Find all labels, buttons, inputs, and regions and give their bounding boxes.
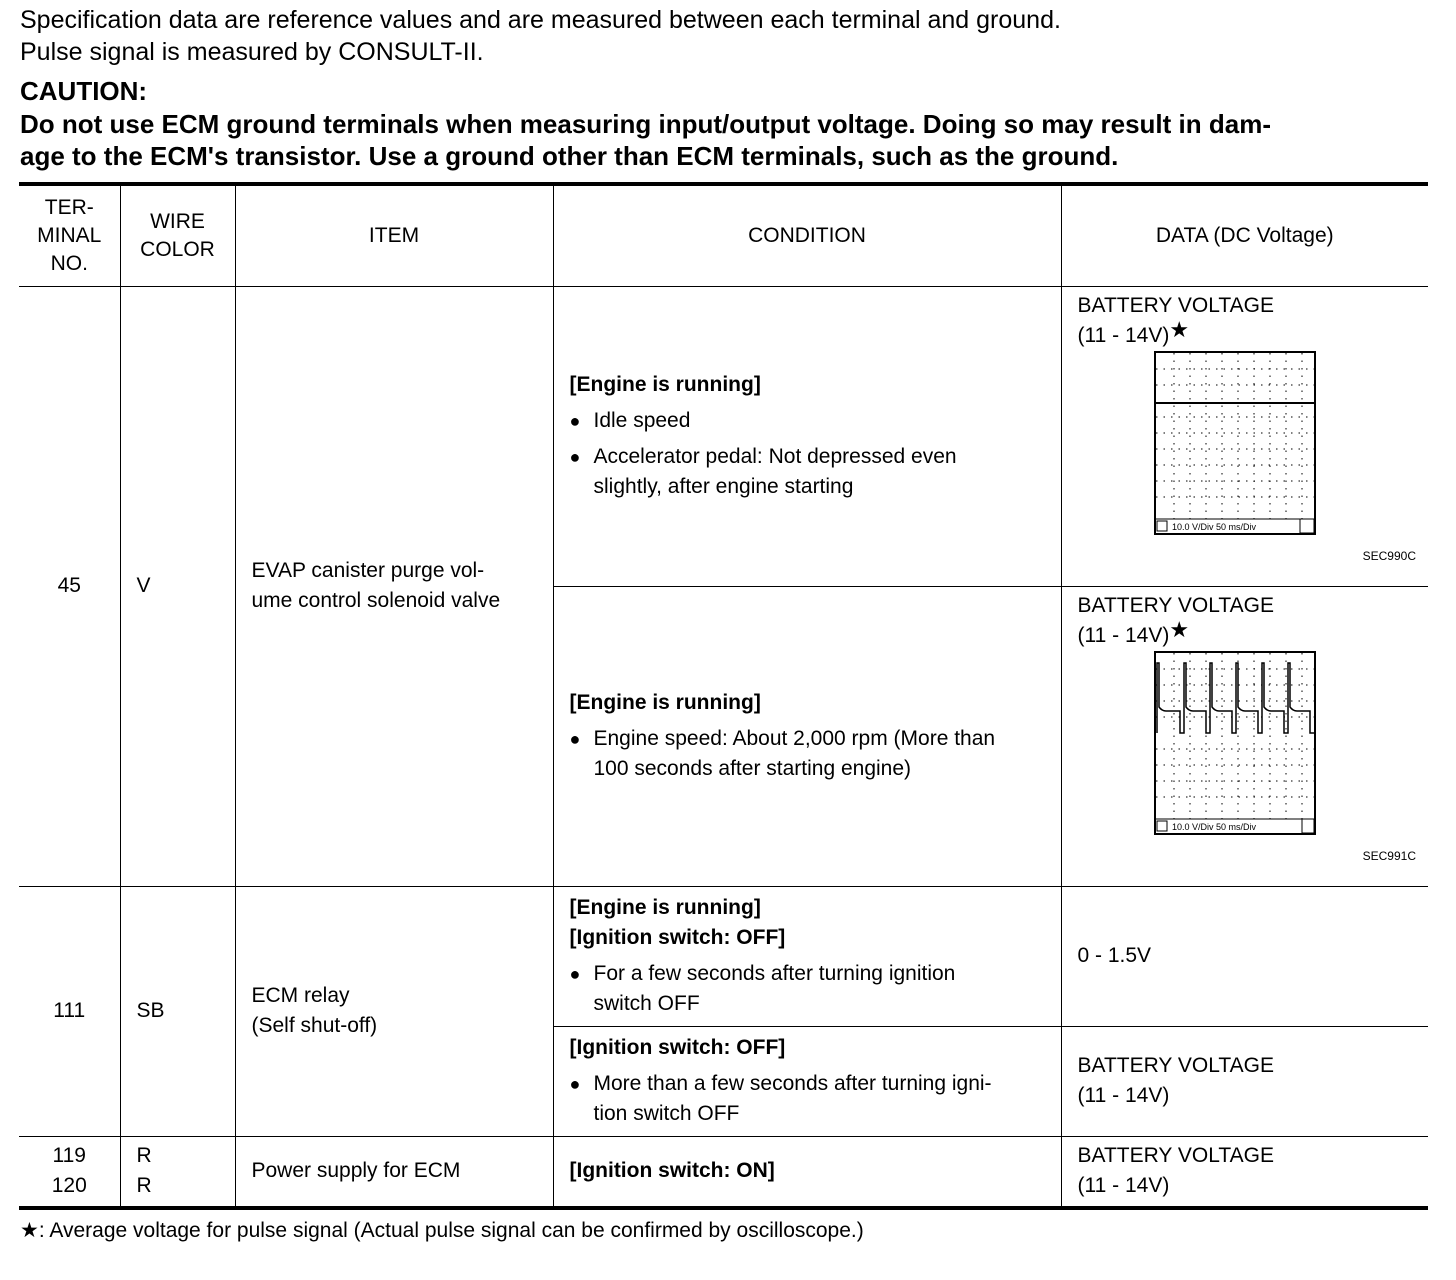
table-row	[19, 286, 1428, 586]
terminal-number: 119 120	[19, 1136, 120, 1208]
list-item: ● Idle speed	[569, 409, 691, 432]
condition-cell	[553, 1026, 1061, 1136]
condition-title: [Ignition switch: ON]	[569, 1159, 775, 1183]
caution-body	[20, 108, 1432, 172]
figure-code: SEC991C	[1362, 848, 1416, 863]
caution-line-2: age to the ECM's transistor. Use a ground other than ECM terminals, such as the ground.	[20, 141, 1119, 171]
wire-color: V	[120, 286, 235, 886]
oscilloscope-figure	[1078, 651, 1417, 881]
data-cell: 0 - 1.5V	[1061, 886, 1428, 1026]
header-item: ITEM	[235, 184, 553, 286]
condition-title: [Ignition switch: OFF]	[569, 1036, 786, 1059]
star-icon: ★	[20, 1219, 39, 1242]
figure-code: SEC990C	[1362, 548, 1416, 563]
condition-title: [Engine is running]	[569, 896, 761, 919]
list-item: ● Engine speed: About 2,000 rpm (More than 100 seconds after starting engine)	[569, 727, 996, 780]
header-condition: CONDITION	[553, 184, 1061, 286]
ecm-terminal-table	[19, 182, 1428, 1210]
table-row	[19, 886, 1428, 1026]
intro-line-1: Specification data are reference values and are measured between each terminal and ground.	[20, 6, 1061, 34]
data-cell: BATTERY VOLTAGE (11 - 14V)★ 10.0 V/Div 50 ms/Div SEC991C	[1061, 586, 1428, 886]
star-icon: ★	[1169, 316, 1190, 342]
caution-title: CAUTION:	[20, 76, 148, 106]
header-wire-color: WIRE COLOR	[120, 184, 235, 286]
list-item: ● For a few seconds after turning ignition switch OFF	[569, 962, 956, 1015]
condition-cell	[553, 286, 1061, 586]
list-item: ● More than a few seconds after turning igni- tion switch OFF	[569, 1072, 992, 1125]
oscilloscope-pulse-waveform	[1154, 651, 1318, 837]
table-row	[19, 1136, 1428, 1208]
scope-scale-label: 10.0 V/Div 50 ms/Div	[1171, 521, 1256, 532]
oscilloscope-flat-waveform	[1154, 351, 1318, 537]
item-name: ECM relay (Self shut-off)	[235, 886, 553, 1136]
footnote	[20, 1218, 864, 1243]
condition-title: [Ignition switch: OFF]	[569, 926, 786, 949]
wire-color: R R	[120, 1136, 235, 1208]
data-cell: BATTERY VOLTAGE (11 - 14V)	[1061, 1026, 1428, 1136]
condition-cell	[553, 1136, 1061, 1208]
scope-scale-label: 10.0 V/Div 50 ms/Div	[1171, 821, 1256, 832]
caution-line-1: Do not use ECM ground terminals when measuring input/output voltage. Doing so may result in dam-	[20, 109, 1271, 139]
terminal-number: 111	[19, 886, 120, 1136]
intro-line-2: Pulse signal is measured by CONSULT-II.	[20, 38, 484, 66]
star-icon: ★	[1169, 616, 1190, 642]
header-data: DATA (DC Voltage)	[1061, 184, 1428, 286]
data-cell: BATTERY VOLTAGE (11 - 14V)★ 10.0 V/Div 50 ms/Div SEC990C	[1061, 286, 1428, 586]
data-cell: BATTERY VOLTAGE (11 - 14V)	[1061, 1136, 1428, 1208]
item-name: Power supply for ECM	[235, 1136, 553, 1208]
footnote-text: : Average voltage for pulse signal (Actual pulse signal can be confirmed by oscilloscope.)	[38, 1219, 864, 1242]
table-header-row	[19, 184, 1428, 286]
list-item: ● Accelerator pedal: Not depressed even slightly, after engine starting	[569, 445, 957, 498]
intro-text	[20, 4, 1061, 68]
condition-title: [Engine is running]	[569, 691, 761, 714]
terminal-number: 45	[19, 286, 120, 886]
wire-color: SB	[120, 886, 235, 1136]
condition-cell	[553, 886, 1061, 1026]
condition-title: [Engine is running]	[569, 373, 761, 396]
oscilloscope-figure	[1078, 351, 1417, 581]
condition-cell	[553, 586, 1061, 886]
item-name: EVAP canister purge vol- ume control solenoid valve	[235, 286, 553, 886]
header-terminal: TER- MINAL NO.	[19, 184, 120, 286]
